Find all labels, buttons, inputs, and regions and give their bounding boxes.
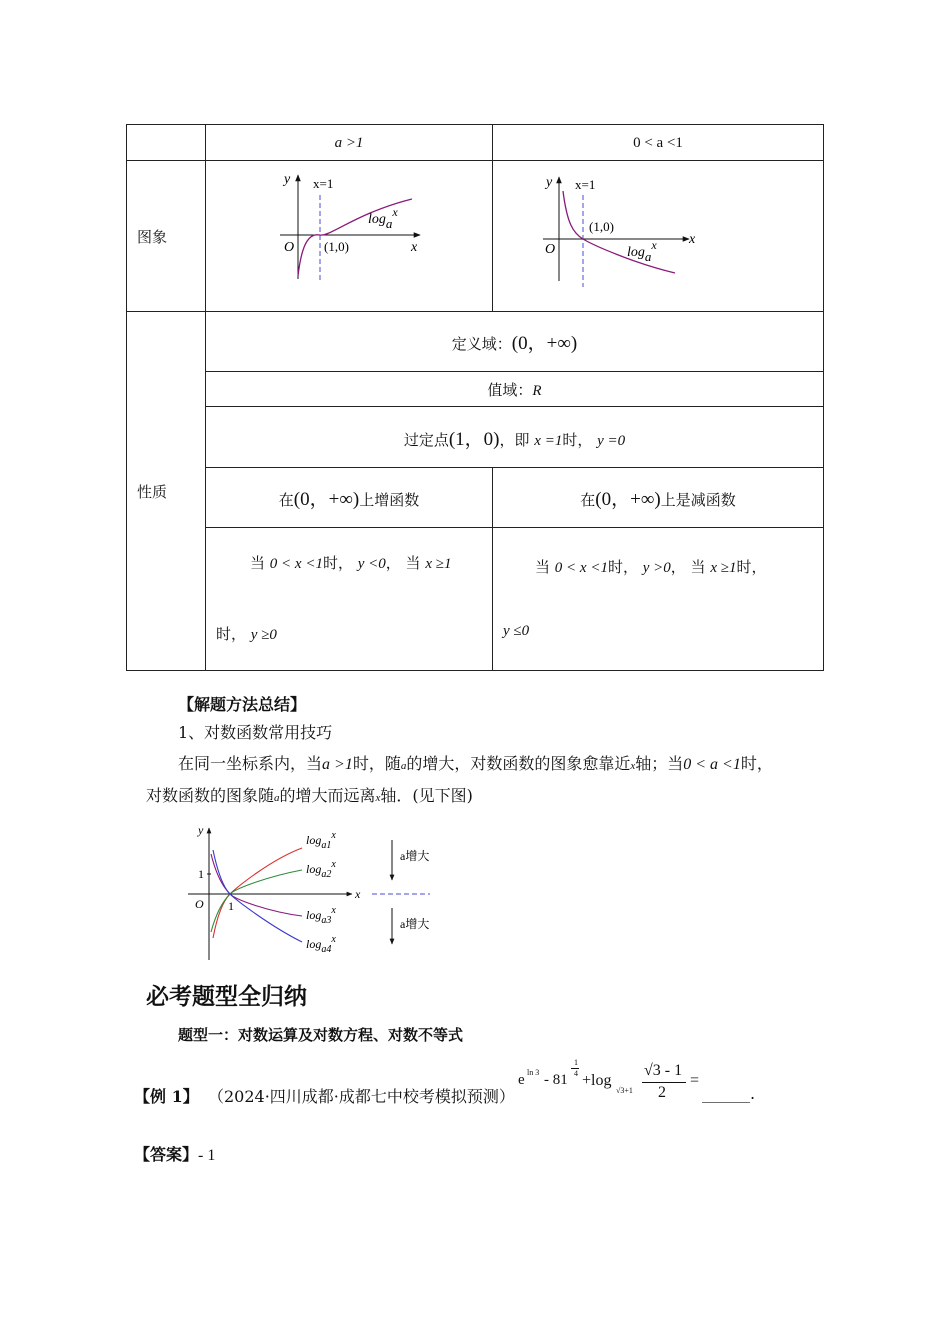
answer-line: 【答案】- 1 bbox=[134, 1145, 216, 1164]
log-graph-decreasing bbox=[493, 161, 823, 311]
monotone-increasing-cell: 在(0，+∞)上增函数 bbox=[206, 468, 493, 528]
log-graph-increasing bbox=[206, 161, 492, 311]
x1-label: x=1 bbox=[313, 176, 334, 191]
x1-label: x=1 bbox=[575, 177, 596, 192]
inc-bottom-label: a增大 bbox=[400, 917, 430, 931]
row-label-properties: 性质 bbox=[127, 312, 206, 671]
type1-title: 题型一：对数运算及对数方程、对数不等式 bbox=[178, 1026, 464, 1044]
empty-corner-cell bbox=[127, 125, 206, 161]
summary-para-1: 在同一坐标系内，当a >1时，随a的增大，对数函数的图象愈靠近x轴；当0 < a <1时， bbox=[178, 754, 773, 773]
domain-cell: 定义域：(0，+∞) bbox=[206, 312, 824, 372]
example-label: 【例 1】 bbox=[134, 1087, 199, 1106]
label-a3: $\log_{a3}^x$ bbox=[306, 905, 336, 926]
section-title: 必考题型全归纳 bbox=[146, 983, 307, 1010]
label-a2: $\log_{a2}^x$ bbox=[306, 859, 336, 880]
x-label: x bbox=[355, 887, 361, 901]
curve-label: logax bbox=[627, 238, 657, 264]
header-a-gt-1: a >1 bbox=[206, 125, 493, 161]
curve-a4 bbox=[213, 850, 302, 942]
sign-increasing-cell: 当 0 < x <1时， y <0， 当 x ≥1 时， y ≥0 bbox=[206, 528, 493, 671]
one-x-label: 1 bbox=[228, 899, 234, 913]
y-label: y bbox=[546, 175, 553, 190]
y-label: y bbox=[198, 823, 204, 837]
log-properties-table bbox=[126, 124, 824, 671]
multi-log-figure bbox=[180, 820, 450, 965]
summary-heading: 【解题方法总结】 bbox=[178, 695, 307, 714]
origin-label: O bbox=[195, 897, 204, 911]
curve-a1 bbox=[213, 848, 302, 938]
monotone-decreasing-cell: 在(0，+∞)上是减函数 bbox=[493, 468, 824, 528]
summary-para-2: 对数函数的图象随a的增大而远离x轴．(见下图) bbox=[146, 786, 473, 805]
row-label-graph: 图象 bbox=[127, 161, 206, 312]
graph-cell-a-lt-1 bbox=[493, 161, 824, 312]
curve-a3 bbox=[211, 854, 302, 916]
graph-cell-a-gt-1 bbox=[206, 161, 493, 312]
curve-label: logax bbox=[368, 205, 398, 231]
origin-label: O bbox=[545, 242, 556, 257]
log-curve bbox=[563, 191, 675, 273]
y-label: y bbox=[284, 172, 291, 187]
origin-label: O bbox=[284, 240, 295, 255]
header-a-lt-1: 0 < a <1 bbox=[493, 125, 824, 161]
one-y-label: 1 bbox=[198, 867, 204, 881]
sign-decreasing-cell: 当 0 < x <1时， y >0， 当 x ≥1时， y ≤0 bbox=[493, 528, 824, 671]
fixed-point-cell: 过定点(1，0)，即 x =1时， y =0 bbox=[206, 407, 824, 468]
point-label: (1,0) bbox=[324, 239, 349, 254]
example-expression: e ln 3 - 81 1 4 +log √3+1 √3 - 1 2 = bbox=[518, 1058, 700, 1101]
summary-item-1: 1、对数函数常用技巧 bbox=[178, 723, 333, 742]
inc-top-label: a增大 bbox=[400, 849, 430, 863]
range-cell: 值域：R bbox=[206, 372, 824, 407]
point-label: (1,0) bbox=[589, 219, 614, 234]
x-label: x bbox=[689, 232, 696, 247]
example-1 bbox=[134, 1058, 834, 1108]
example-source: （2024·四川成都·成都七中校考模拟预测） bbox=[208, 1087, 515, 1106]
answer-blank: ______. bbox=[702, 1084, 756, 1103]
label-a4: $\log_{a4}^x$ bbox=[306, 934, 336, 955]
curve-a2 bbox=[211, 870, 302, 932]
label-a1: $\log_{a1}^x$ bbox=[306, 830, 336, 851]
x-label: x bbox=[411, 240, 418, 255]
